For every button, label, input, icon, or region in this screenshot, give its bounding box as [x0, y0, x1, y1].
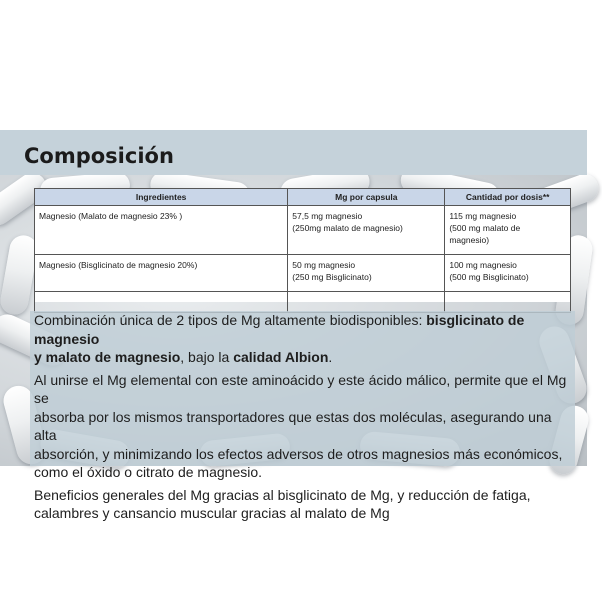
table-row: [35, 206, 571, 255]
text-run: .: [328, 349, 333, 365]
description-panel: [30, 311, 575, 521]
paragraph-line: Al unirse el Mg elemental con este aminoácido y este ácido málico, permite que el Mg se: [34, 371, 567, 406]
paragraph-line: calambres y cansancio muscular gracias al malato de Mg: [34, 505, 390, 521]
dose-line: 100 mg magnesio: [449, 260, 517, 270]
paragraph-line: como el óxido o citrato de magnesio.: [34, 464, 263, 480]
dose-line: magnesio): [449, 235, 490, 245]
header-ingredients: Ingredientes: [35, 189, 288, 206]
paragraph-line: absorción, y minimizando los efectos adversos de otros magnesios más económicos,: [34, 445, 563, 462]
dose-line: 115 mg magnesio: [449, 211, 517, 221]
mg-per-capsule-cell: [288, 255, 445, 292]
paragraph-line: absorba por los mismos transportadores que estas dos moléculas, asegurando una alta: [34, 408, 552, 443]
dose-line: (500 mg malato de: [449, 223, 521, 233]
mg-per-capsule-line: (250mg malato de magnesio): [292, 223, 403, 233]
paragraph-composition: [30, 311, 575, 367]
paragraph-absorption: [30, 371, 575, 482]
slide-title: Composición: [24, 144, 174, 168]
paragraph-line: Beneficios generales del Mg gracias al bisglicinato de Mg, y reducción de fatiga,: [34, 486, 531, 503]
composition-table: [34, 188, 571, 313]
slide: [0, 130, 587, 521]
composition-table-container: [34, 188, 571, 302]
ingredient-name: Magnesio (Malato de magnesio 23% ): [39, 211, 183, 221]
header-dose-amount: Cantidad por dosis**: [445, 189, 571, 206]
text-run: , bajo la: [180, 349, 234, 365]
table-row: [35, 255, 571, 292]
mg-per-capsule-line: (250 mg Bisglicinato): [292, 272, 372, 282]
mg-per-capsule-line: 50 mg magnesio: [292, 260, 356, 270]
dose-cell: [445, 255, 571, 292]
dose-cell: [445, 206, 571, 255]
mg-per-capsule-line: 57,5 mg magnesio: [292, 211, 363, 221]
dose-line: (500 mg Bisglicinato): [449, 272, 529, 282]
bold-text-run: bisglicinato de magnesio: [34, 312, 525, 347]
bold-text-run: calidad Albion: [233, 349, 329, 365]
bold-text-run: y malato de magnesio: [34, 349, 181, 365]
empty-cell: [35, 292, 288, 313]
ingredient-cell: [35, 206, 288, 255]
title-band: [0, 130, 587, 175]
empty-cell: [445, 292, 571, 313]
table-row: [35, 292, 571, 313]
paragraph-benefits: [30, 486, 575, 523]
ingredient-cell: [35, 255, 288, 292]
mg-per-capsule-cell: [288, 206, 445, 255]
text-run: Combinación única de 2 tipos de Mg altamente biodisponibles:: [34, 312, 427, 328]
empty-cell: [288, 292, 445, 313]
ingredient-name: Magnesio (Bisglicinato de magnesio 20%): [39, 260, 198, 270]
table-header-row: [35, 189, 571, 206]
header-mg-per-capsule: Mg por capsula: [288, 189, 445, 206]
